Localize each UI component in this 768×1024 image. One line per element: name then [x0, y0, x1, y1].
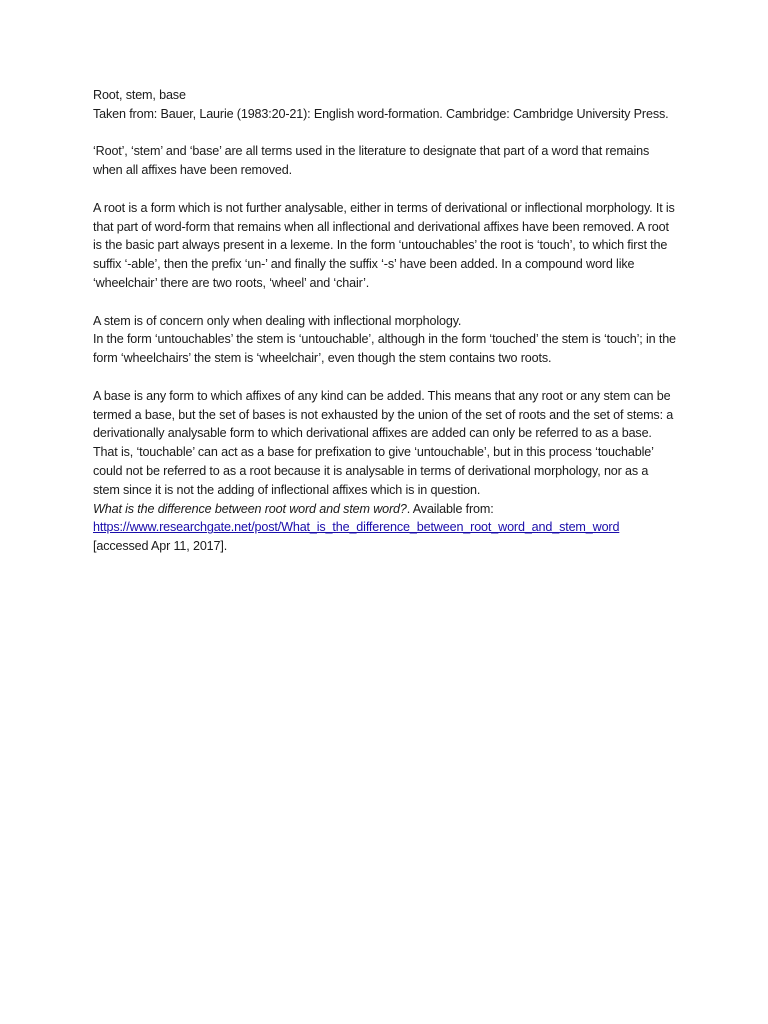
root-paragraph: A root is a form which is not further analysable, either in terms of derivational or inflectional morphology. It is that part of word-form that remains when all inflectional and derivational affixes have been removed. A root is the basic part always present in a lexeme. In the form ‘untouchables’ the root is ‘touch’, to which first the suffix ‘-able’, then the prefix ‘un-’ and finally the suffix ‘-s’ have been added. In a compound word like ‘wheelchair’ there are two roots, ‘wheel’ and ‘chair’.: [93, 200, 675, 290]
reference-link-line: [93, 518, 677, 537]
base-paragraph: A base is any form to which affixes of any kind can be added. This means that any root or any stem can be termed a base, but the set of bases is not exhausted by the union of the set of roots and the set of stems: a derivationally analysable form to which derivational affixes are added can only be referred to as a base. That is, ‘touchable’ can act as a base for prefixation to give ‘untouchable’, but in this process ‘touchable’ could not be referred to as a root because it is analysable in terms of derivational morphology, nor as a stem since it is not the adding of inflectional affixes which is in question.: [93, 388, 674, 497]
reference-title: What is the difference between root word and stem word?: [93, 501, 407, 516]
source-citation: Taken from: Bauer, Laurie (1983:20-21): English word-formation. Cambridge: Cambridge University Press.: [93, 106, 669, 121]
reference-accessed: [accessed Apr 11, 2017].: [93, 539, 228, 554]
reference-available: . Available from:: [406, 501, 494, 516]
reference-line: [93, 500, 677, 519]
paragraph-spacer: [93, 293, 677, 312]
paragraph-spacer: [93, 368, 677, 387]
intro-paragraph: ‘Root’, ‘stem’ and ‘base’ are all terms used in the literature to designate that part of a word that remains when all affixes have been removed.: [93, 144, 650, 178]
reference-link[interactable]: https://www.researchgate.net/post/What_is_the_difference_between_root_word_and_stem_word: [93, 520, 620, 535]
stem-paragraph: In the form ‘untouchables’ the stem is ‘untouchable’, although in the form ‘touched’ the stem is ‘touch’; in the form ‘wheelchairs’ the stem is ‘wheelchair’, even though the stem contains two roots.: [93, 332, 676, 366]
document-body: [93, 86, 677, 556]
paragraph-spacer: [93, 180, 677, 199]
stem-paragraph-intro: A stem is of concern only when dealing with inflectional morphology.: [93, 313, 462, 328]
document-title: Root, stem, base: [93, 88, 186, 102]
paragraph-spacer: [93, 124, 677, 143]
